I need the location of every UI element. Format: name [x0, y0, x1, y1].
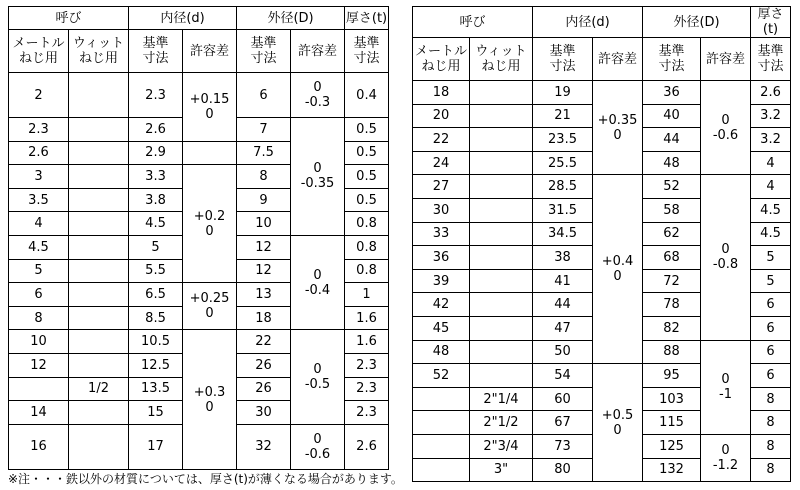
whitworth-size — [470, 104, 533, 128]
metric-size — [413, 434, 470, 458]
outer-diameter: 26 — [237, 353, 291, 377]
thickness: 4.5 — [751, 198, 791, 222]
whitworth-size — [470, 128, 533, 152]
whitworth-size: 2"1/2 — [470, 411, 533, 435]
whitworth-size — [470, 246, 533, 270]
outer-tolerance: 0 -0.6 — [291, 424, 345, 469]
outer-diameter: 13 — [237, 283, 291, 307]
inner-diameter: 23.5 — [533, 128, 593, 152]
metric-size: 12 — [9, 353, 69, 377]
whitworth-size — [470, 293, 533, 317]
thickness: 6 — [751, 316, 791, 340]
inner-diameter: 10.5 — [129, 330, 183, 354]
outer-diameter: 6 — [237, 73, 291, 118]
inner-diameter: 80 — [533, 458, 593, 482]
inner-diameter: 41 — [533, 269, 593, 293]
inner-diameter: 73 — [533, 434, 593, 458]
whitworth-size — [470, 222, 533, 246]
thickness: 4 — [751, 175, 791, 199]
outer-diameter: 88 — [643, 340, 701, 364]
inner-diameter: 2.3 — [129, 73, 183, 118]
outer-diameter: 30 — [237, 401, 291, 425]
metric-size: 4.5 — [9, 235, 69, 259]
outer-diameter: 62 — [643, 222, 701, 246]
whitworth-size: 2"3/4 — [470, 434, 533, 458]
inner-diameter: 21 — [533, 104, 593, 128]
metric-size: 14 — [9, 401, 69, 425]
outer-diameter: 8 — [237, 165, 291, 189]
outer-tolerance: 0 -1.2 — [701, 434, 751, 481]
thickness: 1.6 — [345, 306, 389, 330]
outer-diameter: 68 — [643, 246, 701, 270]
metric-size — [9, 377, 69, 401]
subheader-thickness-basic: 基準 寸法 — [751, 38, 791, 81]
subheader-inner-tolerance: 許容差 — [593, 38, 643, 81]
header-yobi: 呼び — [413, 7, 533, 38]
whitworth-size — [69, 188, 129, 212]
inner-diameter: 3.8 — [129, 188, 183, 212]
whitworth-size — [470, 151, 533, 175]
metric-size — [413, 387, 470, 411]
outer-diameter: 82 — [643, 316, 701, 340]
whitworth-size — [69, 353, 129, 377]
table-row — [9, 330, 389, 354]
inner-diameter: 38 — [533, 246, 593, 270]
inner-diameter: 25.5 — [533, 151, 593, 175]
outer-diameter: 26 — [237, 377, 291, 401]
subheader-metric: メートル ねじ用 — [413, 38, 470, 81]
subheader-outer-tolerance: 許容差 — [291, 30, 345, 73]
outer-tolerance: 0 -0.3 — [291, 73, 345, 118]
outer-diameter: 22 — [237, 330, 291, 354]
inner-diameter: 5.5 — [129, 259, 183, 283]
subheader-outer-tolerance: 許容差 — [701, 38, 751, 81]
metric-size: 39 — [413, 269, 470, 293]
inner-tolerance: +0.5 0 — [593, 364, 643, 482]
header-inner-diameter: 内径(d) — [129, 7, 237, 30]
thickness: 8 — [751, 434, 791, 458]
subheader-outer-basic: 基準 寸法 — [237, 30, 291, 73]
whitworth-size — [470, 340, 533, 364]
thickness: 0.5 — [345, 141, 389, 165]
outer-diameter: 32 — [237, 424, 291, 469]
whitworth-size — [69, 141, 129, 165]
metric-size: 30 — [413, 198, 470, 222]
metric-size: 52 — [413, 364, 470, 388]
subheader-thickness-basic: 基準 寸法 — [345, 30, 389, 73]
subheader-metric: メートル ねじ用 — [9, 30, 69, 73]
footnote: ※注・・・鉄以外の材質については、厚さ(t)が薄くなる場合があります。 — [8, 472, 403, 486]
whitworth-size — [69, 212, 129, 236]
header-inner-diameter: 内径(d) — [533, 7, 643, 38]
thickness: 4 — [751, 151, 791, 175]
inner-diameter: 17 — [129, 424, 183, 469]
thickness: 0.4 — [345, 73, 389, 118]
metric-size: 22 — [413, 128, 470, 152]
inner-diameter: 60 — [533, 387, 593, 411]
thickness: 2.6 — [345, 424, 389, 469]
outer-diameter: 40 — [643, 104, 701, 128]
thickness: 4.5 — [751, 222, 791, 246]
subheader-inner-basic: 基準 寸法 — [533, 38, 593, 81]
metric-size: 36 — [413, 246, 470, 270]
thickness: 8 — [751, 458, 791, 482]
inner-tolerance: +0.2 0 — [183, 165, 237, 283]
thickness: 0.5 — [345, 118, 389, 142]
thickness: 6 — [751, 340, 791, 364]
thickness: 1 — [345, 283, 389, 307]
thickness: 2.3 — [345, 401, 389, 425]
thickness: 6 — [751, 364, 791, 388]
whitworth-size — [69, 165, 129, 189]
outer-diameter: 58 — [643, 198, 701, 222]
subheader-inner-tolerance: 許容差 — [183, 30, 237, 73]
table-row — [9, 73, 389, 118]
thickness: 0.8 — [345, 259, 389, 283]
left-table — [8, 6, 389, 470]
thickness: 2.3 — [345, 353, 389, 377]
metric-size: 20 — [413, 104, 470, 128]
inner-diameter: 31.5 — [533, 198, 593, 222]
thickness: 0.8 — [345, 212, 389, 236]
metric-size: 2.3 — [9, 118, 69, 142]
inner-diameter: 13.5 — [129, 377, 183, 401]
outer-diameter: 48 — [643, 151, 701, 175]
inner-diameter: 4.5 — [129, 212, 183, 236]
table-row — [413, 175, 791, 199]
metric-size — [413, 458, 470, 482]
inner-tolerance: +0.15 0 — [183, 73, 237, 142]
inner-diameter: 28.5 — [533, 175, 593, 199]
metric-size: 18 — [413, 81, 470, 105]
whitworth-size — [470, 316, 533, 340]
thickness: 0.5 — [345, 188, 389, 212]
metric-size: 45 — [413, 316, 470, 340]
outer-diameter: 7 — [237, 118, 291, 142]
header-thickness: 厚さ(t) — [751, 7, 791, 38]
outer-tolerance: 0 -0.4 — [291, 235, 345, 329]
outer-diameter: 12 — [237, 259, 291, 283]
outer-diameter: 44 — [643, 128, 701, 152]
outer-tolerance: 0 -0.35 — [291, 118, 345, 236]
whitworth-size — [69, 306, 129, 330]
whitworth-size — [69, 259, 129, 283]
outer-tolerance: 0 -1 — [701, 340, 751, 434]
right-table — [412, 6, 791, 482]
whitworth-size — [69, 118, 129, 142]
metric-size: 4 — [9, 212, 69, 236]
outer-diameter: 72 — [643, 269, 701, 293]
metric-size: 10 — [9, 330, 69, 354]
thickness: 6 — [751, 293, 791, 317]
outer-diameter: 9 — [237, 188, 291, 212]
metric-size: 42 — [413, 293, 470, 317]
whitworth-size — [470, 175, 533, 199]
metric-size: 3 — [9, 165, 69, 189]
inner-tolerance: +0.35 0 — [593, 81, 643, 175]
outer-diameter: 132 — [643, 458, 701, 482]
whitworth-size — [69, 283, 129, 307]
thickness: 5 — [751, 269, 791, 293]
metric-size: 2 — [9, 73, 69, 118]
thickness: 0.8 — [345, 235, 389, 259]
subheader-whitworth: ウィット ねじ用 — [470, 38, 533, 81]
outer-diameter: 7.5 — [237, 141, 291, 165]
outer-diameter: 12 — [237, 235, 291, 259]
metric-size: 6 — [9, 283, 69, 307]
inner-diameter: 3.3 — [129, 165, 183, 189]
outer-diameter: 115 — [643, 411, 701, 435]
whitworth-size: 2"1/4 — [470, 387, 533, 411]
whitworth-size: 3" — [470, 458, 533, 482]
outer-tolerance: 0 -0.8 — [701, 175, 751, 340]
metric-size: 48 — [413, 340, 470, 364]
header-outer-diameter: 外径(D) — [643, 7, 751, 38]
thickness: 8 — [751, 411, 791, 435]
inner-diameter: 15 — [129, 401, 183, 425]
whitworth-size — [470, 198, 533, 222]
inner-diameter: 12.5 — [129, 353, 183, 377]
outer-diameter: 95 — [643, 364, 701, 388]
metric-size: 16 — [9, 424, 69, 469]
outer-diameter: 52 — [643, 175, 701, 199]
header-thickness: 厚さ(t) — [345, 7, 389, 30]
subheader-outer-basic: 基準 寸法 — [643, 38, 701, 81]
whitworth-size — [69, 235, 129, 259]
header-yobi: 呼び — [9, 7, 129, 30]
whitworth-size — [470, 364, 533, 388]
thickness: 3.2 — [751, 128, 791, 152]
metric-size: 24 — [413, 151, 470, 175]
thickness: 1.6 — [345, 330, 389, 354]
outer-diameter: 103 — [643, 387, 701, 411]
whitworth-size: 1/2 — [69, 377, 129, 401]
subheader-inner-basic: 基準 寸法 — [129, 30, 183, 73]
table-row — [413, 81, 791, 105]
thickness: 8 — [751, 387, 791, 411]
inner-tolerance: +0.25 0 — [183, 283, 237, 330]
inner-diameter: 67 — [533, 411, 593, 435]
inner-diameter: 54 — [533, 364, 593, 388]
inner-diameter: 47 — [533, 316, 593, 340]
inner-tolerance: +0.3 0 — [183, 330, 237, 469]
inner-diameter: 44 — [533, 293, 593, 317]
inner-diameter: 2.9 — [129, 141, 183, 165]
whitworth-size — [69, 424, 129, 469]
metric-size: 5 — [9, 259, 69, 283]
thickness: 2.3 — [345, 377, 389, 401]
inner-tolerance-blank — [183, 141, 237, 165]
metric-size: 3.5 — [9, 188, 69, 212]
inner-diameter: 6.5 — [129, 283, 183, 307]
thickness: 5 — [751, 246, 791, 270]
subheader-whitworth: ウィット ねじ用 — [69, 30, 129, 73]
whitworth-size — [69, 330, 129, 354]
whitworth-size — [470, 81, 533, 105]
outer-diameter: 78 — [643, 293, 701, 317]
outer-diameter: 18 — [237, 306, 291, 330]
outer-diameter: 125 — [643, 434, 701, 458]
inner-diameter: 50 — [533, 340, 593, 364]
thickness: 0.5 — [345, 165, 389, 189]
inner-diameter: 34.5 — [533, 222, 593, 246]
outer-diameter: 10 — [237, 212, 291, 236]
metric-size — [413, 411, 470, 435]
metric-size: 8 — [9, 306, 69, 330]
outer-tolerance: 0 -0.5 — [291, 330, 345, 424]
thickness: 3.2 — [751, 104, 791, 128]
metric-size: 27 — [413, 175, 470, 199]
metric-size: 2.6 — [9, 141, 69, 165]
inner-diameter: 5 — [129, 235, 183, 259]
whitworth-size — [69, 73, 129, 118]
outer-diameter: 36 — [643, 81, 701, 105]
inner-tolerance: +0.4 0 — [593, 175, 643, 364]
inner-diameter: 19 — [533, 81, 593, 105]
header-outer-diameter: 外径(D) — [237, 7, 345, 30]
whitworth-size — [470, 269, 533, 293]
whitworth-size — [69, 401, 129, 425]
inner-diameter: 8.5 — [129, 306, 183, 330]
thickness: 2.6 — [751, 81, 791, 105]
inner-diameter: 2.6 — [129, 118, 183, 142]
metric-size: 33 — [413, 222, 470, 246]
outer-tolerance: 0 -0.6 — [701, 81, 751, 175]
